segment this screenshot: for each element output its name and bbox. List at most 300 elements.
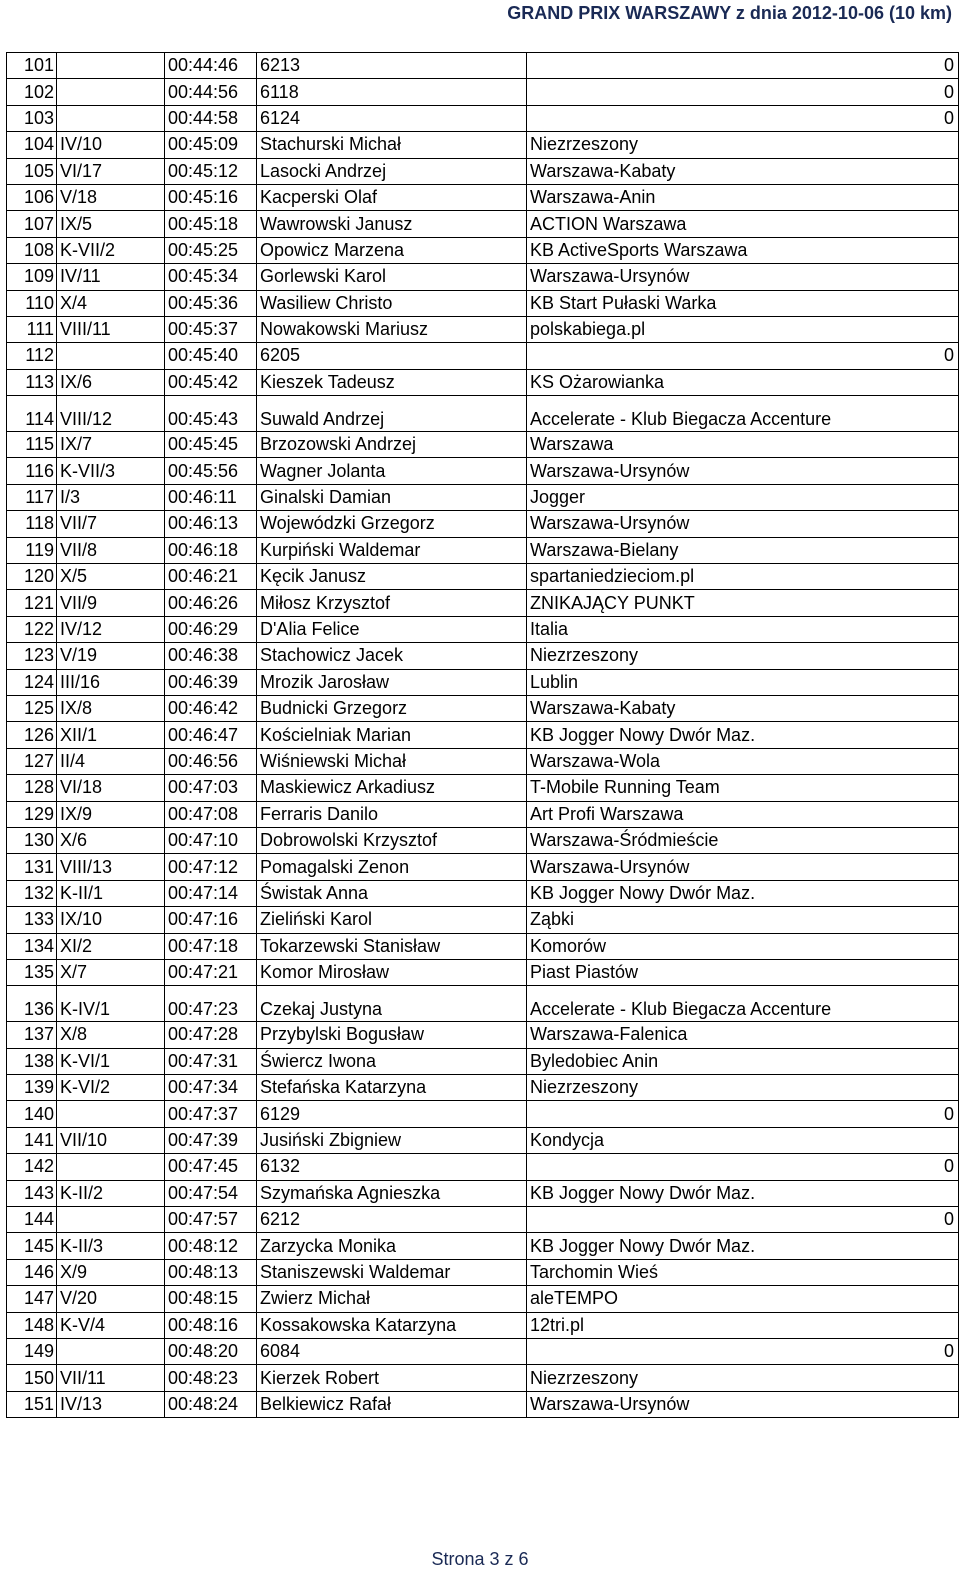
time-cell: 00:47:18 (165, 933, 257, 959)
club-cell: 12tri.pl (527, 1312, 959, 1338)
table-row (7, 1365, 959, 1391)
table-row (7, 343, 959, 369)
table-row (7, 959, 959, 985)
table-row (7, 1233, 959, 1259)
category-cell (57, 53, 165, 79)
table-row (7, 722, 959, 748)
name-cell: Kossakowska Katarzyna (257, 1312, 527, 1338)
table-row (7, 1048, 959, 1074)
name-cell: 6129 (257, 1101, 527, 1127)
club-cell: Accelerate - Klub Biegacza Accenture (527, 396, 959, 432)
time-cell: 00:47:37 (165, 1101, 257, 1127)
position-cell: 111 (7, 316, 57, 342)
category-cell: X/5 (57, 564, 165, 590)
table-row (7, 79, 959, 105)
position-cell: 133 (7, 907, 57, 933)
position-cell: 120 (7, 564, 57, 590)
name-cell: 6212 (257, 1207, 527, 1233)
time-cell: 00:45:37 (165, 316, 257, 342)
category-cell: X/4 (57, 290, 165, 316)
table-row (7, 264, 959, 290)
position-cell: 142 (7, 1154, 57, 1180)
category-cell (57, 1101, 165, 1127)
club-cell: Ząbki (527, 907, 959, 933)
position-cell: 149 (7, 1338, 57, 1364)
time-cell: 00:46:18 (165, 537, 257, 563)
position-cell: 141 (7, 1127, 57, 1153)
category-cell: K-VII/2 (57, 237, 165, 263)
time-cell: 00:45:42 (165, 369, 257, 395)
time-cell: 00:45:16 (165, 184, 257, 210)
table-row (7, 643, 959, 669)
position-cell: 121 (7, 590, 57, 616)
category-cell: IX/6 (57, 369, 165, 395)
club-cell: Niezrzeszony (527, 1075, 959, 1101)
position-cell: 124 (7, 669, 57, 695)
category-cell: VII/8 (57, 537, 165, 563)
table-row (7, 1154, 959, 1180)
table-row (7, 1391, 959, 1417)
name-cell: Nowakowski Mariusz (257, 316, 527, 342)
time-cell: 00:46:11 (165, 484, 257, 510)
club-cell: Accelerate - Klub Biegacza Accenture (527, 986, 959, 1022)
category-cell: VII/9 (57, 590, 165, 616)
page-title: GRAND PRIX WARSZAWY z dnia 2012-10-06 (10 km) (507, 3, 952, 23)
club-cell: Warszawa-Ursynów (527, 264, 959, 290)
club-cell: Kondycja (527, 1127, 959, 1153)
time-cell: 00:48:20 (165, 1338, 257, 1364)
name-cell: Ferraris Danilo (257, 801, 527, 827)
category-cell: V/18 (57, 184, 165, 210)
category-cell: K-II/3 (57, 1233, 165, 1259)
club-cell: ACTION Warszawa (527, 211, 959, 237)
category-cell: K-VII/3 (57, 458, 165, 484)
time-cell: 00:45:25 (165, 237, 257, 263)
name-cell: Kościelniak Marian (257, 722, 527, 748)
position-cell: 110 (7, 290, 57, 316)
results-table (6, 52, 959, 1418)
category-cell: II/4 (57, 748, 165, 774)
time-cell: 00:47:39 (165, 1127, 257, 1153)
name-cell: 6084 (257, 1338, 527, 1364)
name-cell: Belkiewicz Rafał (257, 1391, 527, 1417)
category-cell: VII/11 (57, 1365, 165, 1391)
time-cell: 00:45:09 (165, 132, 257, 158)
category-cell: VIII/11 (57, 316, 165, 342)
name-cell: Suwald Andrzej (257, 396, 527, 432)
position-cell: 101 (7, 53, 57, 79)
time-cell: 00:47:21 (165, 959, 257, 985)
time-cell: 00:46:39 (165, 669, 257, 695)
time-cell: 00:46:26 (165, 590, 257, 616)
table-row (7, 396, 959, 432)
table-row (7, 1338, 959, 1364)
position-cell: 147 (7, 1286, 57, 1312)
time-cell: 00:45:56 (165, 458, 257, 484)
table-row (7, 369, 959, 395)
position-cell: 102 (7, 79, 57, 105)
name-cell: Kurpiński Waldemar (257, 537, 527, 563)
club-cell: 0 (527, 343, 959, 369)
name-cell: Gorlewski Karol (257, 264, 527, 290)
time-cell: 00:48:23 (165, 1365, 257, 1391)
results-body (7, 53, 959, 1418)
time-cell: 00:47:03 (165, 775, 257, 801)
table-row (7, 564, 959, 590)
category-cell: K-IV/1 (57, 986, 165, 1022)
position-cell: 108 (7, 237, 57, 263)
time-cell: 00:45:36 (165, 290, 257, 316)
table-row (7, 1312, 959, 1338)
time-cell: 00:48:13 (165, 1259, 257, 1285)
club-cell: Art Profi Warszawa (527, 801, 959, 827)
category-cell (57, 1338, 165, 1364)
position-cell: 123 (7, 643, 57, 669)
name-cell: 6132 (257, 1154, 527, 1180)
club-cell: spartaniedzieciom.pl (527, 564, 959, 590)
category-cell (57, 343, 165, 369)
category-cell: IV/11 (57, 264, 165, 290)
club-cell: Warszawa-Bielany (527, 537, 959, 563)
name-cell: Maskiewicz Arkadiusz (257, 775, 527, 801)
category-cell: IX/8 (57, 695, 165, 721)
position-cell: 136 (7, 986, 57, 1022)
position-cell: 107 (7, 211, 57, 237)
name-cell: Dobrowolski Krzysztof (257, 827, 527, 853)
club-cell: 0 (527, 105, 959, 131)
name-cell: Tokarzewski Stanisław (257, 933, 527, 959)
category-cell (57, 105, 165, 131)
table-row (7, 986, 959, 1022)
table-row (7, 827, 959, 853)
club-cell: KB Jogger Nowy Dwór Maz. (527, 880, 959, 906)
club-cell: polskabiega.pl (527, 316, 959, 342)
name-cell: Stefańska Katarzyna (257, 1075, 527, 1101)
name-cell: Świercz Iwona (257, 1048, 527, 1074)
table-row (7, 801, 959, 827)
position-cell: 115 (7, 432, 57, 458)
category-cell: VI/18 (57, 775, 165, 801)
position-cell: 112 (7, 343, 57, 369)
time-cell: 00:46:47 (165, 722, 257, 748)
time-cell: 00:47:14 (165, 880, 257, 906)
category-cell: VIII/13 (57, 854, 165, 880)
table-row (7, 184, 959, 210)
category-cell: XI/2 (57, 933, 165, 959)
time-cell: 00:47:54 (165, 1180, 257, 1206)
time-cell: 00:48:15 (165, 1286, 257, 1312)
name-cell: Wagner Jolanta (257, 458, 527, 484)
category-cell: X/7 (57, 959, 165, 985)
category-cell: IV/10 (57, 132, 165, 158)
time-cell: 00:46:13 (165, 511, 257, 537)
position-cell: 126 (7, 722, 57, 748)
category-cell: III/16 (57, 669, 165, 695)
club-cell: Warszawa-Kabaty (527, 695, 959, 721)
table-row (7, 775, 959, 801)
club-cell: aleTEMPO (527, 1286, 959, 1312)
table-row (7, 511, 959, 537)
table-row (7, 132, 959, 158)
position-cell: 148 (7, 1312, 57, 1338)
club-cell: Lublin (527, 669, 959, 695)
table-row (7, 1127, 959, 1153)
category-cell: IV/13 (57, 1391, 165, 1417)
time-cell: 00:46:29 (165, 616, 257, 642)
club-cell: KS Ożarowianka (527, 369, 959, 395)
name-cell: Zarzycka Monika (257, 1233, 527, 1259)
category-cell: IX/7 (57, 432, 165, 458)
club-cell: Warszawa-Ursynów (527, 854, 959, 880)
name-cell: 6205 (257, 343, 527, 369)
club-cell: 0 (527, 79, 959, 105)
table-row (7, 458, 959, 484)
time-cell: 00:47:12 (165, 854, 257, 880)
table-row (7, 880, 959, 906)
time-cell: 00:47:57 (165, 1207, 257, 1233)
table-row (7, 1180, 959, 1206)
category-cell: K-II/1 (57, 880, 165, 906)
name-cell: Przybylski Bogusław (257, 1022, 527, 1048)
position-cell: 128 (7, 775, 57, 801)
time-cell: 00:44:58 (165, 105, 257, 131)
club-cell: Niezrzeszony (527, 132, 959, 158)
club-cell: Warszawa-Wola (527, 748, 959, 774)
club-cell: KB Jogger Nowy Dwór Maz. (527, 722, 959, 748)
club-cell: Jogger (527, 484, 959, 510)
club-cell: T-Mobile Running Team (527, 775, 959, 801)
time-cell: 00:47:31 (165, 1048, 257, 1074)
name-cell: Wasiliew Christo (257, 290, 527, 316)
club-cell: Byledobiec Anin (527, 1048, 959, 1074)
category-cell: X/9 (57, 1259, 165, 1285)
category-cell: VII/7 (57, 511, 165, 537)
time-cell: 00:47:16 (165, 907, 257, 933)
time-cell: 00:48:12 (165, 1233, 257, 1259)
time-cell: 00:47:08 (165, 801, 257, 827)
category-cell (57, 79, 165, 105)
position-cell: 109 (7, 264, 57, 290)
time-cell: 00:46:42 (165, 695, 257, 721)
position-cell: 151 (7, 1391, 57, 1417)
club-cell: KB Jogger Nowy Dwór Maz. (527, 1180, 959, 1206)
category-cell: K-VI/2 (57, 1075, 165, 1101)
table-row (7, 907, 959, 933)
name-cell: Staniszewski Waldemar (257, 1259, 527, 1285)
table-row (7, 1286, 959, 1312)
club-cell: Warszawa-Anin (527, 184, 959, 210)
category-cell (57, 1154, 165, 1180)
position-cell: 127 (7, 748, 57, 774)
category-cell: K-VI/1 (57, 1048, 165, 1074)
name-cell: Kieszek Tadeusz (257, 369, 527, 395)
name-cell: 6118 (257, 79, 527, 105)
category-cell: X/8 (57, 1022, 165, 1048)
table-row (7, 1207, 959, 1233)
name-cell: Wawrowski Janusz (257, 211, 527, 237)
club-cell: Italia (527, 616, 959, 642)
category-cell: VIII/12 (57, 396, 165, 432)
name-cell: Stachurski Michał (257, 132, 527, 158)
name-cell: Mrozik Jarosław (257, 669, 527, 695)
position-cell: 139 (7, 1075, 57, 1101)
position-cell: 119 (7, 537, 57, 563)
table-row (7, 590, 959, 616)
time-cell: 00:46:56 (165, 748, 257, 774)
name-cell: 6213 (257, 53, 527, 79)
position-cell: 145 (7, 1233, 57, 1259)
time-cell: 00:45:18 (165, 211, 257, 237)
time-cell: 00:45:45 (165, 432, 257, 458)
name-cell: Opowicz Marzena (257, 237, 527, 263)
table-row (7, 105, 959, 131)
position-cell: 146 (7, 1259, 57, 1285)
time-cell: 00:48:24 (165, 1391, 257, 1417)
club-cell: 0 (527, 1207, 959, 1233)
category-cell: K-II/2 (57, 1180, 165, 1206)
table-row (7, 616, 959, 642)
position-cell: 122 (7, 616, 57, 642)
club-cell: ZNIKAJĄCY PUNKT (527, 590, 959, 616)
page-number: Strona 3 z 6 (431, 1549, 529, 1569)
name-cell: Komor Mirosław (257, 959, 527, 985)
time-cell: 00:47:34 (165, 1075, 257, 1101)
position-cell: 129 (7, 801, 57, 827)
table-row (7, 211, 959, 237)
club-cell: KB Start Pułaski Warka (527, 290, 959, 316)
time-cell: 00:45:40 (165, 343, 257, 369)
name-cell: Ginalski Damian (257, 484, 527, 510)
position-cell: 138 (7, 1048, 57, 1074)
position-cell: 130 (7, 827, 57, 853)
category-cell: V/19 (57, 643, 165, 669)
club-cell: Warszawa-Ursynów (527, 458, 959, 484)
position-cell: 104 (7, 132, 57, 158)
position-cell: 113 (7, 369, 57, 395)
table-row (7, 316, 959, 342)
position-cell: 137 (7, 1022, 57, 1048)
club-cell: Warszawa-Ursynów (527, 1391, 959, 1417)
position-cell: 131 (7, 854, 57, 880)
time-cell: 00:44:46 (165, 53, 257, 79)
category-cell: VII/10 (57, 1127, 165, 1153)
position-cell: 114 (7, 396, 57, 432)
table-row (7, 669, 959, 695)
club-cell: Tarchomin Wieś (527, 1259, 959, 1285)
table-row (7, 933, 959, 959)
name-cell: Budnicki Grzegorz (257, 695, 527, 721)
name-cell: Jusiński Zbigniew (257, 1127, 527, 1153)
club-cell: 0 (527, 1338, 959, 1364)
category-cell: K-V/4 (57, 1312, 165, 1338)
time-cell: 00:44:56 (165, 79, 257, 105)
name-cell: Czekaj Justyna (257, 986, 527, 1022)
time-cell: 00:46:38 (165, 643, 257, 669)
name-cell: Kacperski Olaf (257, 184, 527, 210)
table-row (7, 854, 959, 880)
table-row (7, 1075, 959, 1101)
table-row (7, 53, 959, 79)
name-cell: Zwierz Michał (257, 1286, 527, 1312)
category-cell: IX/5 (57, 211, 165, 237)
club-cell: Niezrzeszony (527, 1365, 959, 1391)
club-cell: 0 (527, 1154, 959, 1180)
table-row (7, 1022, 959, 1048)
position-cell: 140 (7, 1101, 57, 1127)
position-cell: 116 (7, 458, 57, 484)
position-cell: 134 (7, 933, 57, 959)
table-row (7, 484, 959, 510)
name-cell: Miłosz Krzysztof (257, 590, 527, 616)
table-row (7, 158, 959, 184)
name-cell: Świstak Anna (257, 880, 527, 906)
position-cell: 125 (7, 695, 57, 721)
time-cell: 00:45:43 (165, 396, 257, 432)
category-cell: V/20 (57, 1286, 165, 1312)
club-cell: Piast Piastów (527, 959, 959, 985)
club-cell: Warszawa-Śródmieście (527, 827, 959, 853)
time-cell: 00:47:23 (165, 986, 257, 1022)
category-cell: IX/10 (57, 907, 165, 933)
table-row (7, 748, 959, 774)
table-row (7, 537, 959, 563)
name-cell: Kierzek Robert (257, 1365, 527, 1391)
time-cell: 00:47:10 (165, 827, 257, 853)
table-row (7, 237, 959, 263)
position-cell: 150 (7, 1365, 57, 1391)
position-cell: 106 (7, 184, 57, 210)
name-cell: Kęcik Janusz (257, 564, 527, 590)
category-cell: XII/1 (57, 722, 165, 748)
position-cell: 143 (7, 1180, 57, 1206)
name-cell: Zieliński Karol (257, 907, 527, 933)
table-row (7, 1101, 959, 1127)
club-cell: KB ActiveSports Warszawa (527, 237, 959, 263)
name-cell: Lasocki Andrzej (257, 158, 527, 184)
name-cell: D'Alia Felice (257, 616, 527, 642)
time-cell: 00:45:34 (165, 264, 257, 290)
position-cell: 105 (7, 158, 57, 184)
position-cell: 132 (7, 880, 57, 906)
position-cell: 135 (7, 959, 57, 985)
name-cell: Brzozowski Andrzej (257, 432, 527, 458)
name-cell: Pomagalski Zenon (257, 854, 527, 880)
name-cell: 6124 (257, 105, 527, 131)
table-row (7, 695, 959, 721)
table-row (7, 290, 959, 316)
category-cell: VI/17 (57, 158, 165, 184)
club-cell: 0 (527, 53, 959, 79)
name-cell: Wiśniewski Michał (257, 748, 527, 774)
time-cell: 00:48:16 (165, 1312, 257, 1338)
time-cell: 00:47:45 (165, 1154, 257, 1180)
category-cell: IX/9 (57, 801, 165, 827)
club-cell: Warszawa (527, 432, 959, 458)
club-cell: Warszawa-Kabaty (527, 158, 959, 184)
time-cell: 00:45:12 (165, 158, 257, 184)
category-cell: I/3 (57, 484, 165, 510)
name-cell: Szymańska Agnieszka (257, 1180, 527, 1206)
club-cell: Komorów (527, 933, 959, 959)
position-cell: 118 (7, 511, 57, 537)
table-row (7, 1259, 959, 1285)
table-row (7, 432, 959, 458)
name-cell: Stachowicz Jacek (257, 643, 527, 669)
club-cell: Warszawa-Ursynów (527, 511, 959, 537)
position-cell: 144 (7, 1207, 57, 1233)
club-cell: 0 (527, 1101, 959, 1127)
name-cell: Wojewódzki Grzegorz (257, 511, 527, 537)
